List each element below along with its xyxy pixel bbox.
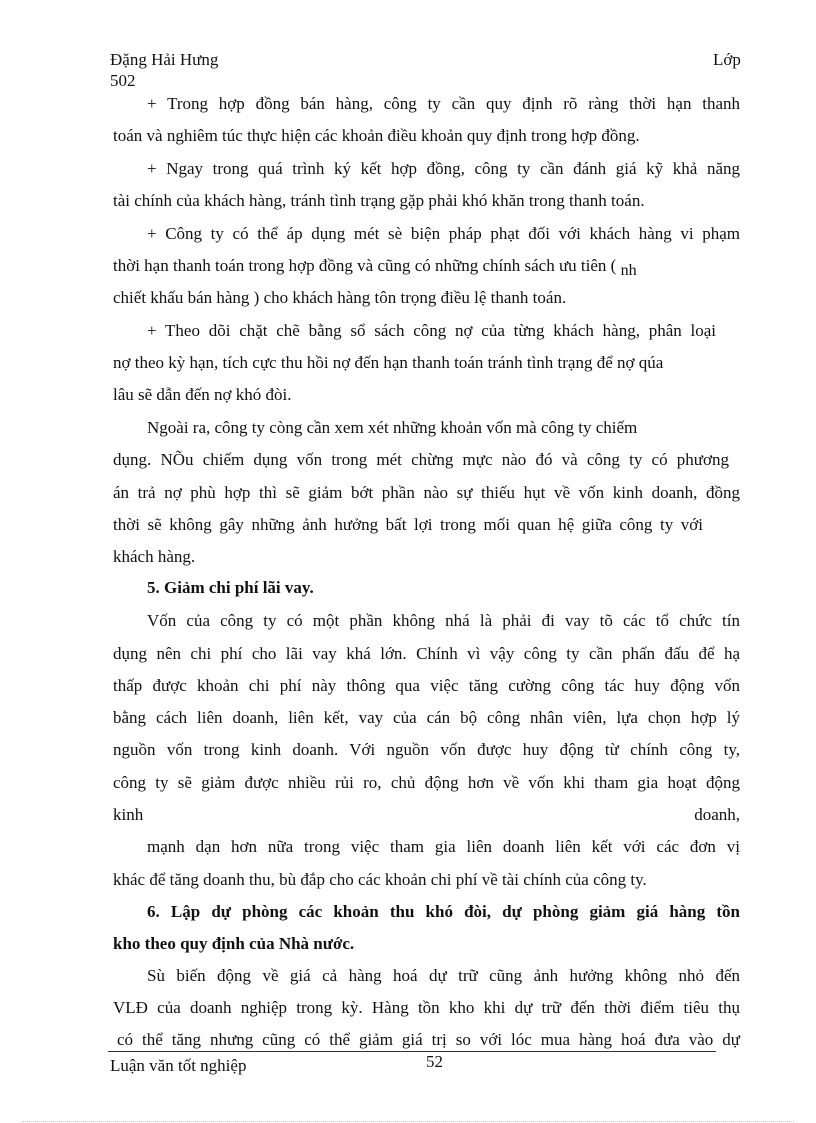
paragraph-line: + Công ty có thể áp dụng mét sè biện pháp phạt đối với khách hàng vi phạm xyxy=(147,224,740,243)
header-author: Đặng Hải Hưng xyxy=(110,50,219,69)
paragraph-line: khác để tăng doanh thu, bù đắp cho các khoản chi phí về tài chính của công ty. xyxy=(113,870,647,889)
section-heading: 5. Giảm chi phí lãi vay. xyxy=(147,578,314,597)
paragraph-line: tài chính của khách hàng, tránh tình trạng gặp phải khó khăn trong thanh toán. xyxy=(113,191,645,210)
paragraph-line: nguồn vốn trong kinh doanh. Với nguồn vốn được huy động từ chính công ty, xyxy=(113,740,740,759)
footer-thesis-label: Luận văn tốt nghiệp xyxy=(110,1056,247,1075)
paragraph-line-right: doanh, xyxy=(694,805,740,824)
paragraph-line: VLĐ của doanh nghiệp trong kỳ. Hàng tồn kho khi dự trữ đến thời điểm tiêu thụ xyxy=(113,998,740,1017)
paragraph-line: Ngoài ra, công ty còng cần xem xét những khoản vốn mà công ty chiếm xyxy=(147,418,638,437)
paragraph-line: công ty sẽ giảm được nhiều rủi ro, chủ động hơn về vốn khi tham gia hoạt động xyxy=(113,773,740,792)
paragraph-line: nợ theo kỳ hạn, tích cực thu hồi nợ đến hạn thanh toán tránh tình trạng để nợ qúa xyxy=(113,353,664,372)
paragraph-line: bằng cách liên doanh, liên kết, vay của cán bộ công nhân viên, lựa chọn hợp lý xyxy=(113,708,740,727)
section-heading: kho theo quy định của Nhà nước. xyxy=(113,934,355,953)
paragraph-line: kinh xyxy=(113,805,144,824)
paragraph-line: toán và nghiêm túc thực hiện các khoản điều khoản quy định trong hợp đồng. xyxy=(113,126,640,145)
page-number: 52 xyxy=(426,1052,443,1071)
paragraph-line: thời sẽ không gây những ảnh hưởng bất lợi trong mối quan hệ giữa công ty với xyxy=(113,515,703,534)
paragraph-line: dụng. NÕu chiếm dụng vốn trong mét chừng mực nào đó và công ty có phương xyxy=(113,450,729,469)
header-class-number: 502 xyxy=(110,71,136,90)
section-heading: 6. Lập dự phòng các khoản thu khó đòi, dự phòng giảm giá hàng tồn xyxy=(147,902,740,921)
paragraph-line: + Trong hợp đồng bán hàng, công ty cần quy định rõ ràng thời hạn thanh xyxy=(147,94,740,113)
footer-rule xyxy=(108,1051,716,1052)
paragraph-line: Vốn của công ty có một phần không nhá là phải đi vay tõ các tổ chức tín xyxy=(147,611,740,630)
paragraph-line: lâu sẽ dẫn đến nợ khó đòi. xyxy=(113,385,292,404)
paragraph-line: có thể tăng nhưng cũng có thể giảm giá trị so với lóc mua hàng hoá đưa vào dự xyxy=(117,1030,740,1049)
inline-fragment: nh xyxy=(620,262,637,279)
paragraph-line: chiết khấu bán hàng ) cho khách hàng tôn trọng điều lệ thanh toán. xyxy=(113,288,567,307)
paragraph-line xyxy=(113,256,740,277)
paragraph-line: mạnh dạn hơn nữa trong việc tham gia liên doanh liên kết với các đơn vị xyxy=(147,837,740,856)
paragraph-line: khách hàng. xyxy=(113,547,196,566)
page-boundary xyxy=(22,1121,794,1122)
paragraph-line: Sù biến động về giá cả hàng hoá dự trữ cũng ảnh hưởng không nhỏ đến xyxy=(147,966,740,985)
paragraph-line: thấp được khoản chi phí này thông qua việc tăng cường công tác huy động vốn xyxy=(113,676,740,695)
paragraph-line-text: thời hạn thanh toán trong hợp đồng và cũng có những chính sách ưu tiên ( xyxy=(113,256,617,275)
paragraph-line: + Ngay trong quá trình ký kết hợp đồng, công ty cần đánh giá kỹ khả năng xyxy=(147,159,740,178)
header-class-label: Lớp xyxy=(713,50,741,69)
paragraph-line: dụng nên chi phí cho lãi vay khá lớn. Chính vì vậy công ty cần phấn đấu để hạ xyxy=(113,644,740,663)
paragraph-line: + Theo dõi chặt chẽ bằng sổ sách công nợ của từng khách hàng, phân loại xyxy=(147,321,716,340)
paragraph-line: án trả nợ phù hợp thì sẽ giảm bớt phần nào sự thiếu hụt về vốn kinh doanh, đồng xyxy=(113,483,740,502)
